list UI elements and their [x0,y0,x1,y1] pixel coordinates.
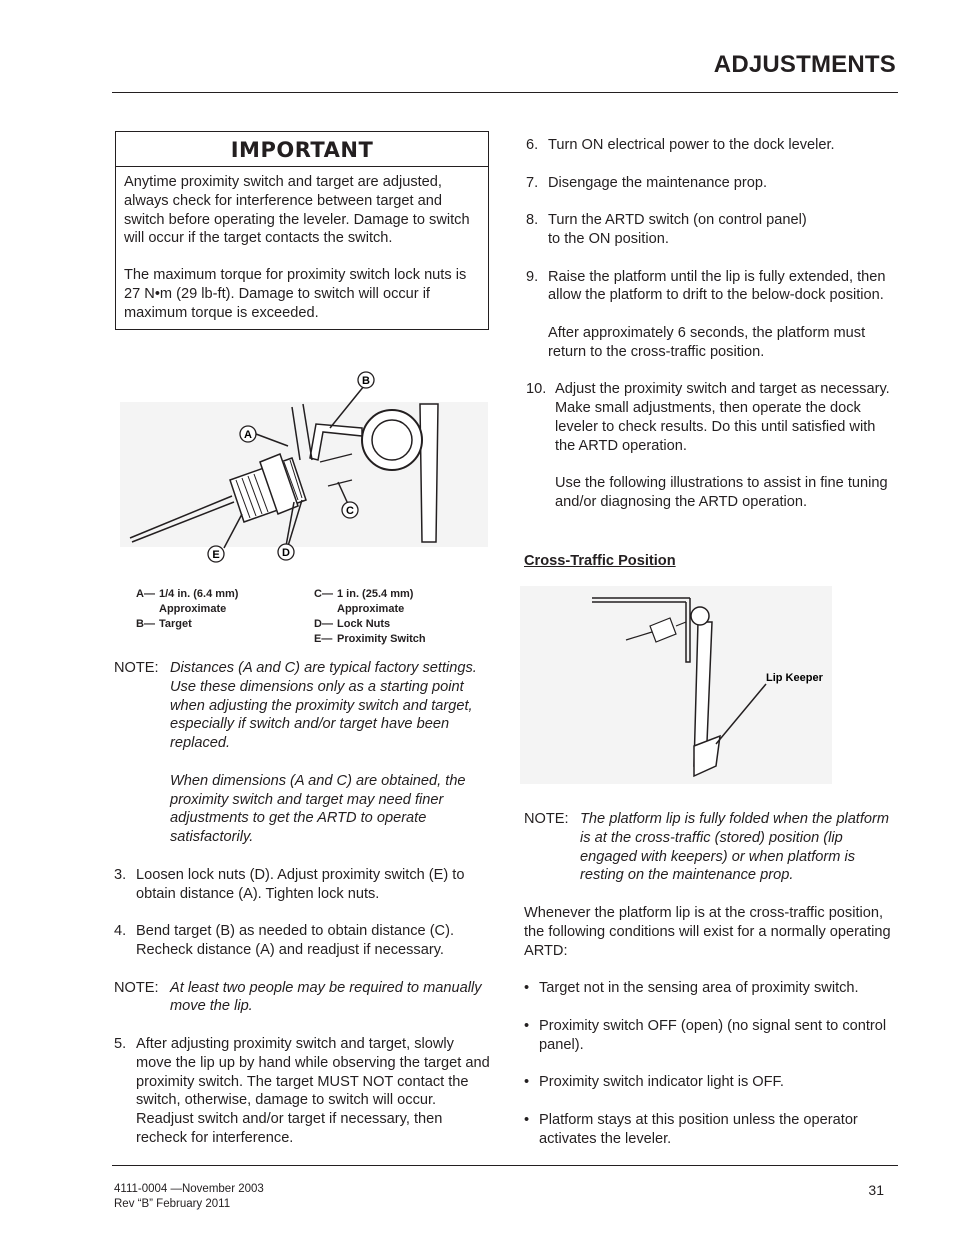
keeper-inner [372,420,412,460]
legend-a-value: 1/4 in. (6.4 mm) [159,588,239,600]
legend-c-value: 1 in. (25.4 mm) [337,588,414,600]
step-text: Turn ON electrical power to the dock leveler. [548,137,835,153]
header-rule [112,92,898,93]
bullet-char: • [524,1111,530,1128]
important-text-2: The maximum torque for proximity switch lock nuts is 27 N•m (29 lb-ft). Damage to switch will occur if maximum torque is exceeded. [124,267,467,321]
important-heading: IMPORTANT [116,132,488,167]
callout-b: B [362,375,370,387]
step-number: 6. [526,137,539,153]
step-10 [526,380,898,512]
important-box [115,131,489,330]
step-text: to the ON position. [548,230,669,247]
step-text: Turn the ARTD switch (on control panel) [548,212,807,229]
footer-doc-number: 4111-0004 —November 2003 [114,1183,264,1195]
bullet-text: Target not in the sensing area of proximity switch. [539,980,859,997]
step-number: 10. [526,381,547,398]
step-6 [526,136,898,155]
legend-a-key: A— [136,588,155,600]
callout-a: A [244,429,252,441]
bullet-char: • [524,1017,530,1034]
legend-c-key: C— [314,588,333,600]
page-title: ADJUSTMENTS [713,51,896,78]
step-9 [526,268,898,362]
right-column-bottom [524,810,898,1148]
callout-c: C [346,505,354,517]
bullet-item [524,1111,898,1149]
step-number: 7. [526,174,539,191]
footer-doc-info [114,1182,264,1212]
lip-plate [420,404,438,542]
step-3 [114,866,492,904]
step-text: Bend target (B) as needed to obtain distance (C). Recheck distance (A) and readjust if necessary. [136,923,455,958]
step-text: Loosen lock nuts (D). Adjust proximity switch (E) to obtain distance (A). Tighten lock nuts. [136,866,465,902]
step-number: 3. [114,866,127,883]
legend-a-approx: Approximate [159,603,227,615]
legend-e-value: Proximity Switch [337,633,426,645]
note-text: The platform lip is fully folded when the platform is at the cross-traffic (stored) position (lip engaged with keepers) or when platform is resting on the maintenance prop. [580,811,890,884]
callout-d: D [282,547,290,559]
left-column-text [114,659,492,1148]
step-7 [526,174,898,193]
step-text: After approximately 6 seconds, the platform must return to the cross-traffic position. [548,324,866,360]
section-heading: Cross-Traffic Position [524,553,676,569]
diagram-background [520,586,832,784]
step-text: Disengage the maintenance prop. [548,174,768,191]
callout-e: E [212,549,220,561]
step-number: 4. [114,923,127,940]
bullet-text: Proximity switch indicator light is OFF. [539,1074,784,1091]
proximity-switch-diagram [120,362,490,572]
page-number: 31 [868,1182,884,1198]
legend-b-value: Target [159,618,192,630]
legend-right [314,587,484,647]
legend-d-value: Lock Nuts [337,618,391,630]
bullet-item [524,1017,898,1055]
right-column-text [526,136,898,512]
step-4 [114,922,492,960]
legend-d-key: D— [314,618,333,630]
step-5 [114,1035,492,1148]
note-text: When dimensions (A and C) are obtained, the proximity switch and target may need finer adjustments to get the ARTD to operate satisfactorily. [170,772,466,846]
step-8 [526,211,898,249]
note-distances [114,659,492,847]
step-text: After adjusting proximity switch and target, slowly move the lip up by hand while observing the target and proximity switch. The target MUST NOT contact the switch, otherwise, damage to switch will occur. Readjust switch and/or target if necessary, then recheck for interference. [136,1035,490,1146]
note-text: At least two people may be required to manually move the lip. [170,979,482,1015]
step-text: Raise the platform until the lip is fully extended, then allow the platform to drift to the below-dock position. [548,268,886,304]
step-number: 8. [526,212,539,229]
bullet-item [524,979,898,998]
step-number: 9. [526,268,539,285]
footer-rule [112,1165,898,1166]
lip-keeper-label: Lip Keeper [766,672,823,684]
footer-revision: Rev “B” February 2011 [114,1198,231,1210]
keeper-round [691,607,709,625]
legend-left [136,587,306,632]
note-label: NOTE: [114,660,159,676]
legend-e-key: E— [314,633,333,645]
important-text-1: Anytime proximity switch and target are adjusted, always check for interference between target and switch before operating the leveler. Damage to switch will occur if the target contacts the switch. [124,174,470,247]
step-text: Adjust the proximity switch and target as necessary. Make small adjustments, then operate the dock leveler to check results. Do this until satisfied with the ARTD operation. [555,381,890,454]
note-lip-folded [524,810,898,885]
note-label: NOTE: [114,979,159,996]
bullet-text: Platform stays at this position unless the operator activates the leveler. [539,1111,858,1147]
bullet-char: • [524,980,530,997]
conditions-paragraph: Whenever the platform lip is at the cross-traffic position, the following conditions will exist for a normally operating ARTD: [524,904,891,959]
legend-b-key: B— [136,618,155,630]
cross-traffic-diagram [520,586,832,784]
note-label: NOTE: [524,811,569,827]
bullet-char: • [524,1074,530,1091]
step-number: 5. [114,1035,127,1052]
bullet-item [524,1073,898,1092]
note-two-people [114,979,492,1017]
legend-c-approx: Approximate [337,603,405,615]
bullet-text: Proximity switch OFF (open) (no signal sent to control panel). [539,1017,887,1053]
note-text: Distances (A and C) are typical factory settings. Use these dimensions only as a starting point when adjusting the proximity switch and target, especially if switch and/or target have been replaced. [170,660,477,752]
step-text: Use the following illustrations to assist in fine tuning and/or diagnosing the ARTD operation. [555,475,888,511]
